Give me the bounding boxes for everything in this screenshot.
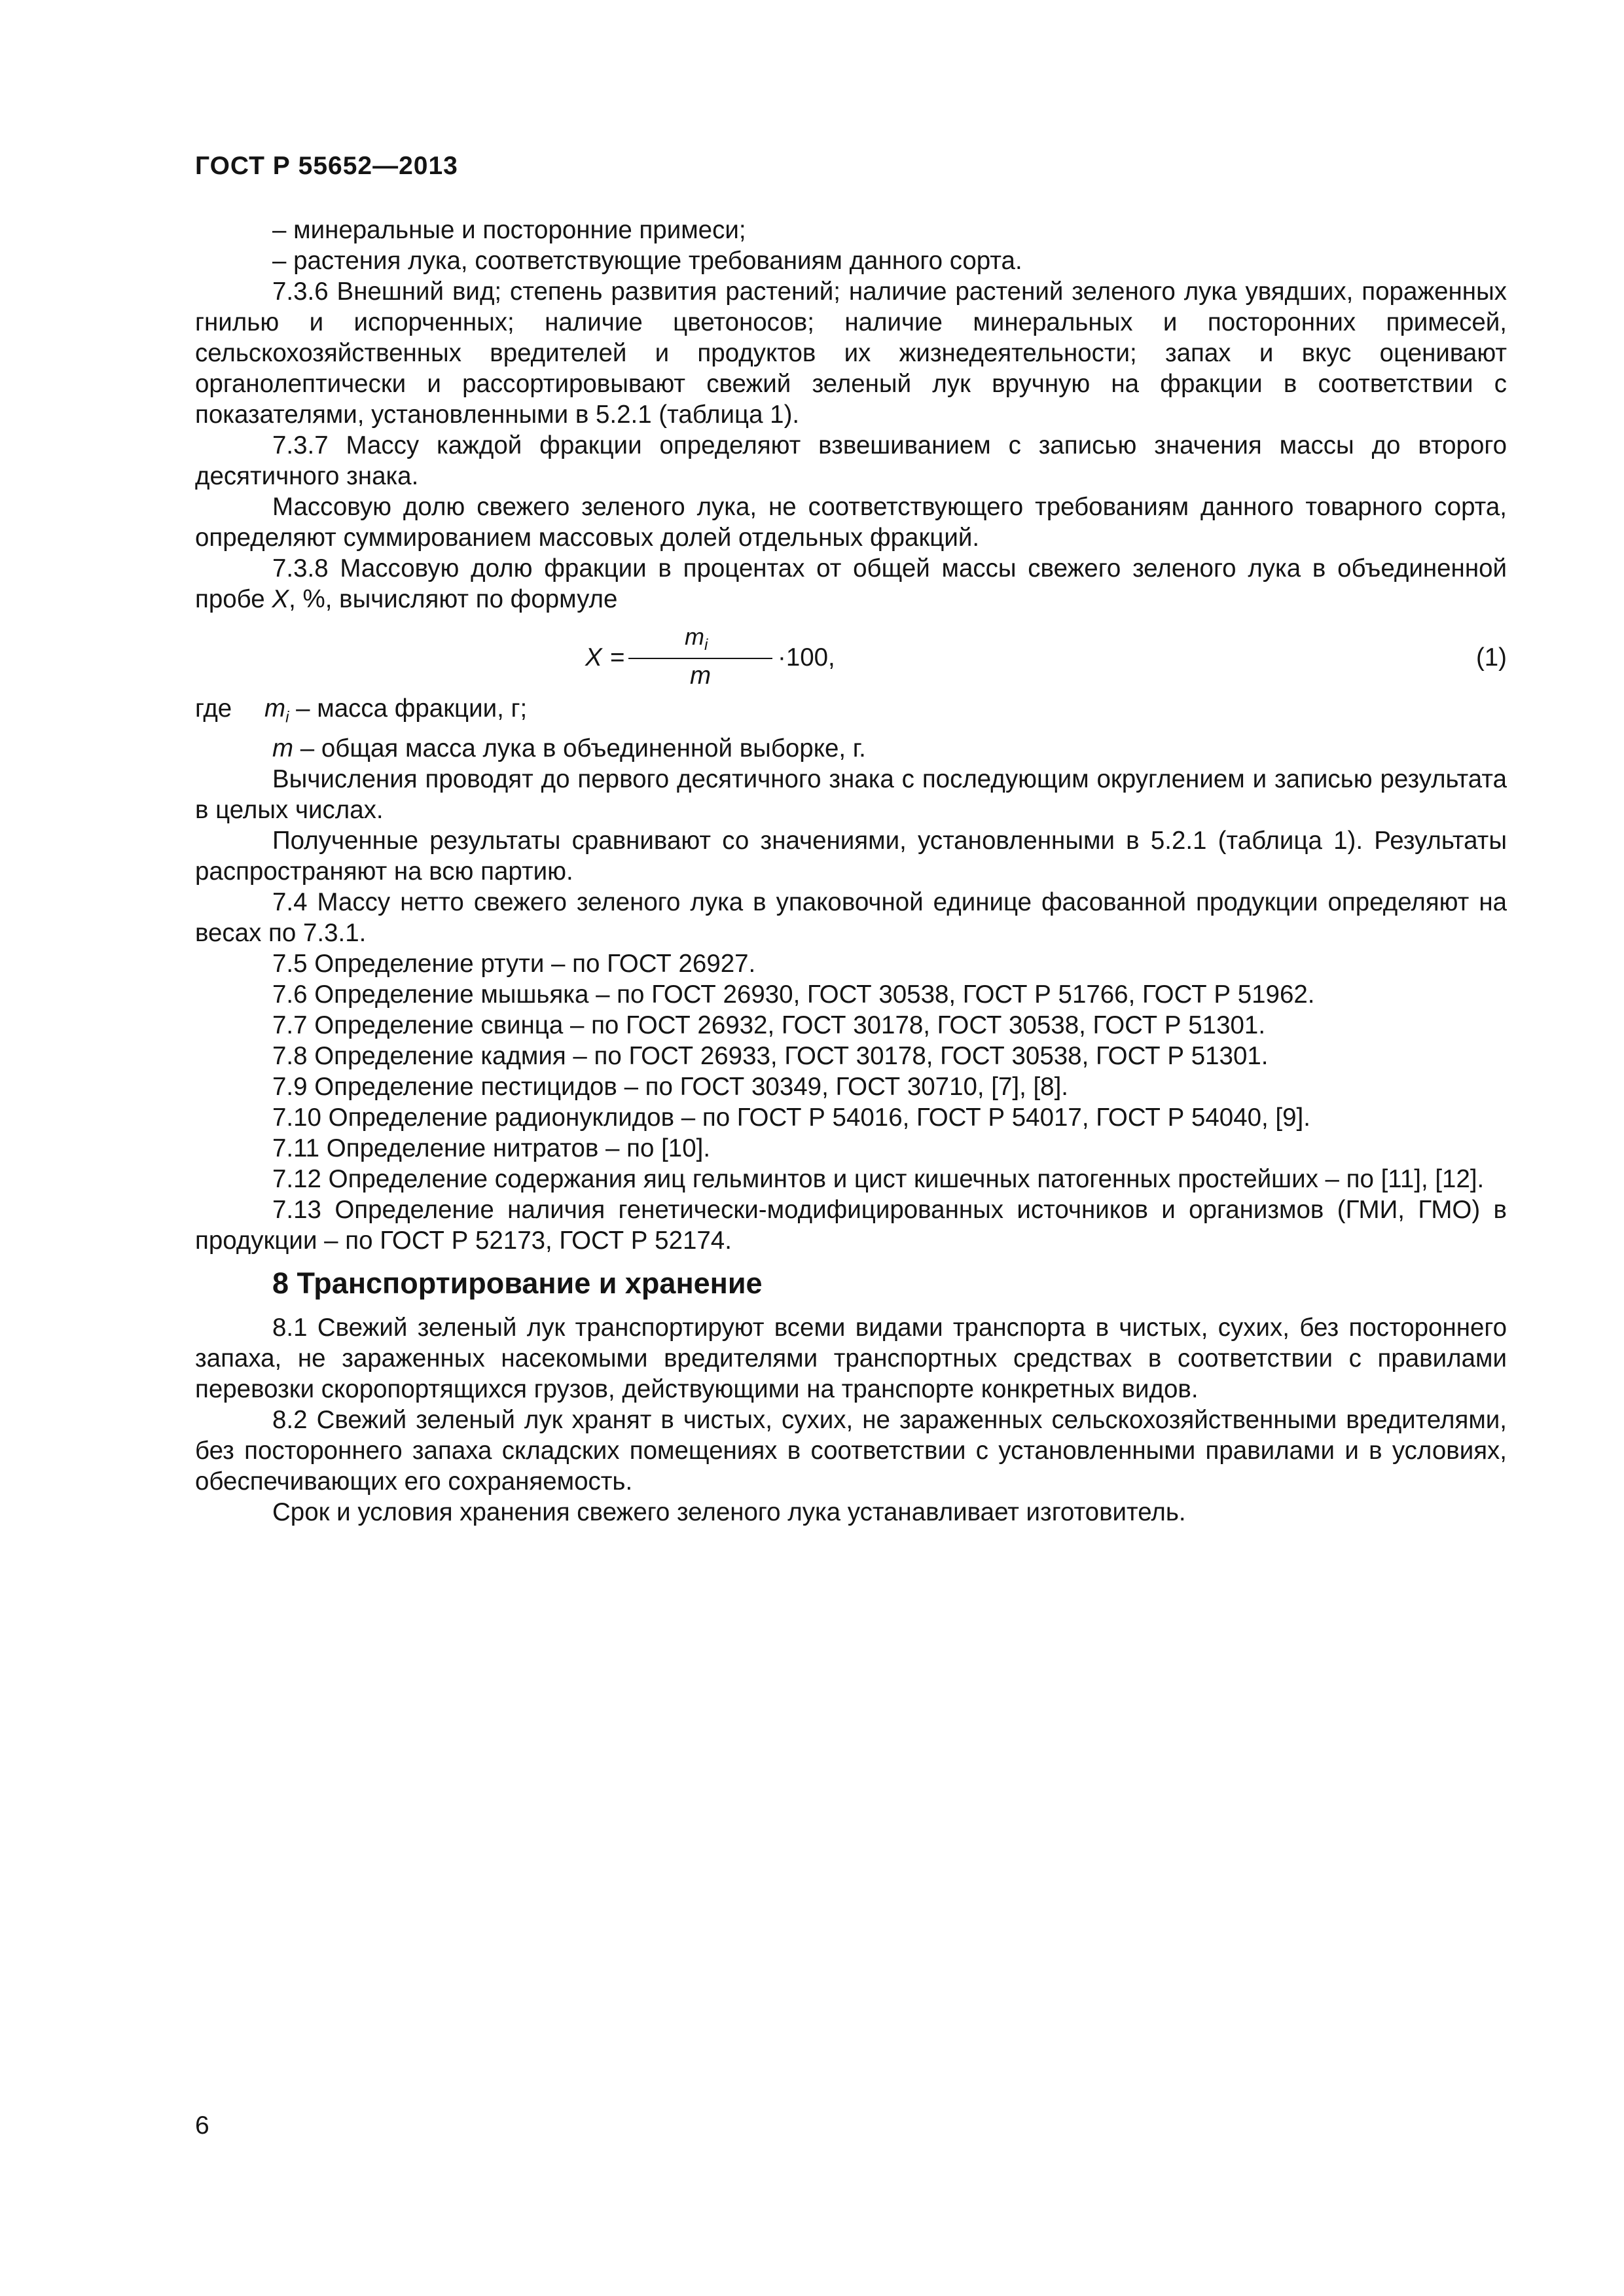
paragraph-storage-term: Срок и условия хранения свежего зеленого лука устанавливает изготовитель. — [272, 1498, 1186, 1526]
paragraph-7-11: 7.11 Определение нитратов – по [10]. — [272, 1134, 711, 1162]
formula-lhs: X — [585, 643, 602, 672]
paragraph-7-3-7: 7.3.7 Массу каждой фракции определяют взвешиванием с записью значения массы до второго десятичного знака. — [195, 431, 1507, 490]
page-number: 6 — [195, 2111, 209, 2140]
variable-mi-base: m — [264, 694, 286, 723]
paragraph-results-comparison: Полученные результаты сравнивают со значениями, установленными в 5.2.1 (таблица 1). Результаты распространяют на всю партию. — [195, 826, 1507, 886]
paragraph-7-3-8-text-a: 7.3.8 Массовую долю фракции в процентах от общей массы свежего зеленого лука в объединенной пробе — [195, 554, 1507, 613]
equation-number: (1) — [1475, 643, 1507, 672]
variable-mi-definition: – масса фракции, г; — [289, 694, 528, 723]
paragraph-7-8: 7.8 Определение кадмия – по ГОСТ 26933, ГОСТ 30178, ГОСТ 30538, ГОСТ Р 51301. — [272, 1041, 1269, 1070]
paragraph-8-2: 8.2 Свежий зеленый лук хранят в чистых, сухих, не зараженных сельскохозяйственными вредителями, без постороннего запаха складских помещениях в соответствии с установленными правилами и в условиях, обеспечивающих его сохраняемость. — [195, 1405, 1507, 1496]
paragraph-7-5: 7.5 Определение ртути – по ГОСТ 26927. — [272, 949, 756, 978]
paragraph-7-13: 7.13 Определение наличия генетически-модифицированных источников и организмов (ГМИ, ГМО) в продукции – по ГОСТ Р 52173, ГОСТ Р 52174. — [195, 1195, 1507, 1255]
variable-m: m — [272, 734, 294, 762]
paragraph-7-6: 7.6 Определение мышьяка – по ГОСТ 26930, ГОСТ 30538, ГОСТ Р 51766, ГОСТ Р 51962. — [272, 980, 1315, 1009]
variable-x: X — [272, 585, 289, 613]
paragraph-7-9: 7.9 Определение пестицидов – по ГОСТ 30349, ГОСТ 30710, [7], [8]. — [272, 1072, 1068, 1101]
paragraph-7-3-8 — [195, 553, 1507, 615]
document-code-header: ГОСТ Р 55652—2013 — [195, 152, 458, 180]
formula-equals: = — [610, 643, 625, 672]
section-8-heading: 8 Транспортирование и хранение — [272, 1266, 763, 1300]
page-body — [195, 215, 1507, 1528]
variable-mi-sub: i — [285, 708, 289, 726]
paragraph-calculation-rounding: Вычисления проводят до первого десятичного знака с последующим округлением и записью результата в целых числах. — [195, 764, 1507, 824]
formula-multiplier: ·100, — [778, 643, 835, 672]
paragraph-8-1: 8.1 Свежий зеленый лук транспортируют всеми видами транспорта в чистых, сухих, без постороннего запаха, не зараженных насекомыми вредителями транспортных средствах в соответствии с правилами перевозки скоропортящихся грузов, действующими на транспорте конкретных видов. — [195, 1313, 1507, 1403]
formula-numerator-base: m — [685, 623, 704, 650]
formula-numerator-sub: i — [704, 636, 708, 655]
where-definition-1 — [195, 693, 1507, 733]
formula-1 — [585, 621, 860, 692]
formula-numerator — [685, 621, 708, 660]
paragraph-7-3-8-text-b: , %, вычисляют по формуле — [289, 585, 618, 613]
paragraph-mineral-impurities: – минеральные и посторонние примеси; — [272, 216, 746, 244]
formula-denominator: m — [690, 662, 712, 690]
paragraph-7-3-6: 7.3.6 Внешний вид; степень развития растений; наличие растений зеленого лука увядших, пораженных гнилью и испорченных; наличие цветоносов; наличие минеральных и посторонних примесей, сельскохозяйственных вредителей и продуктов их жизнедеятельности; запах и вкус оценивают органолептически и рассортировывают свежий зеленый лук вручную на фракции в соответствии с показателями, установленными в 5.2.1 (таблица 1). — [195, 278, 1507, 429]
formula-row — [195, 621, 1507, 692]
paragraph-onion-plants: – растения лука, соответствующие требованиям данного сорта. — [272, 247, 1022, 275]
paragraph-mass-fraction-sum: Массовую долю свежего зеленого лука, не соответствующего требованиям данного товарного сорта, определяют суммированием массовых долей отдельных фракций. — [195, 493, 1507, 552]
where-label: где — [195, 694, 232, 723]
paragraph-7-7: 7.7 Определение свинца – по ГОСТ 26932, ГОСТ 30178, ГОСТ 30538, ГОСТ Р 51301. — [272, 1011, 1266, 1039]
paragraph-7-4: 7.4 Массу нетто свежего зеленого лука в упаковочной единице фасованной продукции определяют на весах по 7.3.1. — [195, 888, 1507, 947]
fraction-bar — [628, 658, 772, 659]
paragraph-7-10: 7.10 Определение радионуклидов – по ГОСТ Р 54016, ГОСТ Р 54017, ГОСТ Р 54040, [9]. — [272, 1103, 1310, 1132]
where-definition-2 — [195, 733, 1507, 764]
variable-m-definition: – общая масса лука в объединенной выборке, г. — [293, 734, 866, 762]
variable-mi — [264, 694, 289, 726]
paragraph-7-12: 7.12 Определение содержания яиц гельминтов и цист кишечных патогенных простейших – по [11], [12]. — [272, 1164, 1485, 1193]
